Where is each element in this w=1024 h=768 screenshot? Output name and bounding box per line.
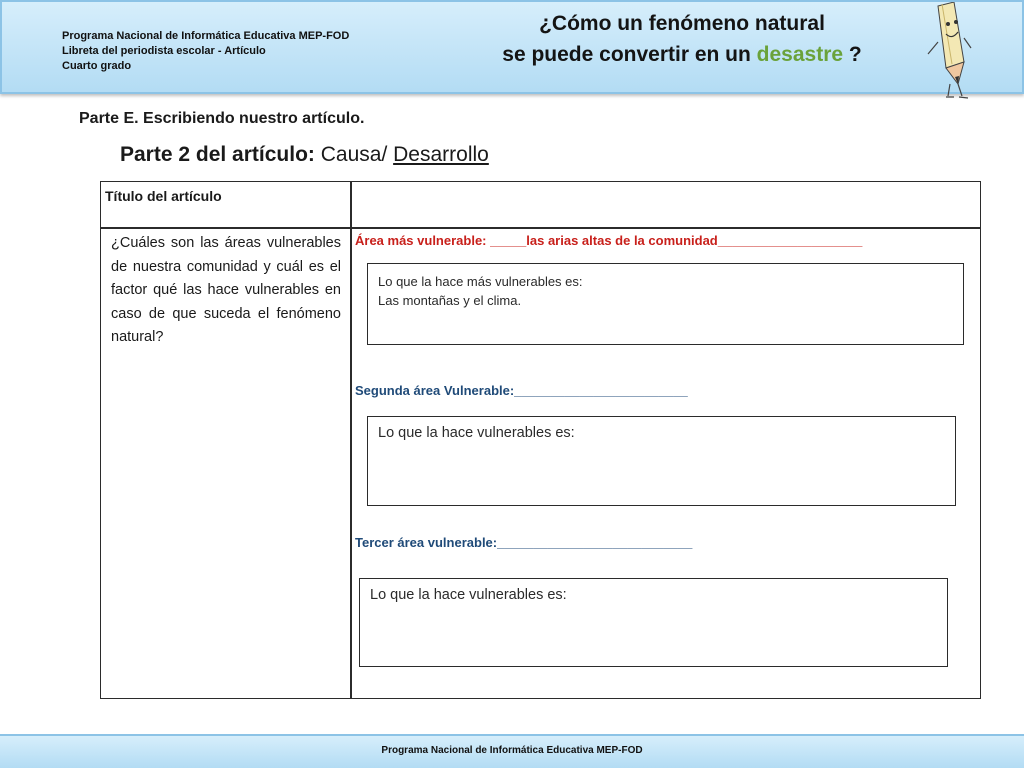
most-vulnerable-area-line: Área más vulnerable: _____las arias altas de la comunidad____________________ — [355, 233, 863, 248]
article-table — [100, 181, 981, 699]
pencil-mascot-icon — [924, 2, 972, 100]
part-title-underlined: Desarrollo — [393, 143, 489, 166]
most-vulnerable-reason-box — [367, 263, 964, 345]
title-prefix: se puede convertir en un — [502, 43, 757, 66]
third-reason-prompt: Lo que la hace vulnerables es: — [370, 587, 567, 603]
program-info — [62, 29, 349, 74]
footer-bar — [0, 734, 1024, 768]
row-divider — [101, 227, 980, 229]
part-title — [120, 143, 489, 167]
title-suffix: ? — [843, 43, 862, 66]
article-title-label: Título del artículo — [105, 188, 222, 204]
column-divider — [350, 182, 352, 698]
grade-level: Cuarto grado — [62, 60, 132, 72]
vulnerable-areas-question: ¿Cuáles son las áreas vulnerables de nuestra comunidad y cuál es el factor qué las hace vulnerables en caso de que suceda el fenómeno natural? — [111, 235, 341, 345]
page-title-line-2 — [472, 39, 892, 70]
most-vulnerable-reason-text — [378, 272, 583, 310]
notebook-name: Libreta del periodista escolar - Artículo — [62, 45, 266, 57]
part-title-normal: Causa/ — [314, 143, 394, 166]
page-title — [472, 8, 892, 70]
part-title-bold: Parte 2 del artículo: — [120, 143, 315, 166]
program-name: Programa Nacional de Informática Educativa MEP-FOD — [62, 30, 350, 42]
section-heading: Parte E. Escribiendo nuestro artículo. — [79, 110, 365, 127]
title-highlight-word: desastre — [756, 43, 844, 66]
header-bar — [0, 0, 1024, 94]
reason-answer: Las montañas y el clima. — [378, 293, 522, 308]
footer-text: Programa Nacional de Informática Educativa MEP-FOD — [381, 745, 643, 756]
second-vulnerable-reason-box — [367, 416, 956, 506]
third-vulnerable-reason-box — [359, 578, 948, 667]
second-reason-prompt: Lo que la hace vulnerables es: — [378, 425, 575, 441]
reason-prompt: Lo que la hace más vulnerables es: — [378, 274, 583, 289]
page-title-line-1: ¿Cómo un fenómeno natural — [539, 12, 825, 35]
third-vulnerable-area-line: Tercer área vulnerable:___________________________ — [355, 535, 693, 550]
second-vulnerable-area-line: Segunda área Vulnerable:________________________ — [355, 383, 688, 398]
